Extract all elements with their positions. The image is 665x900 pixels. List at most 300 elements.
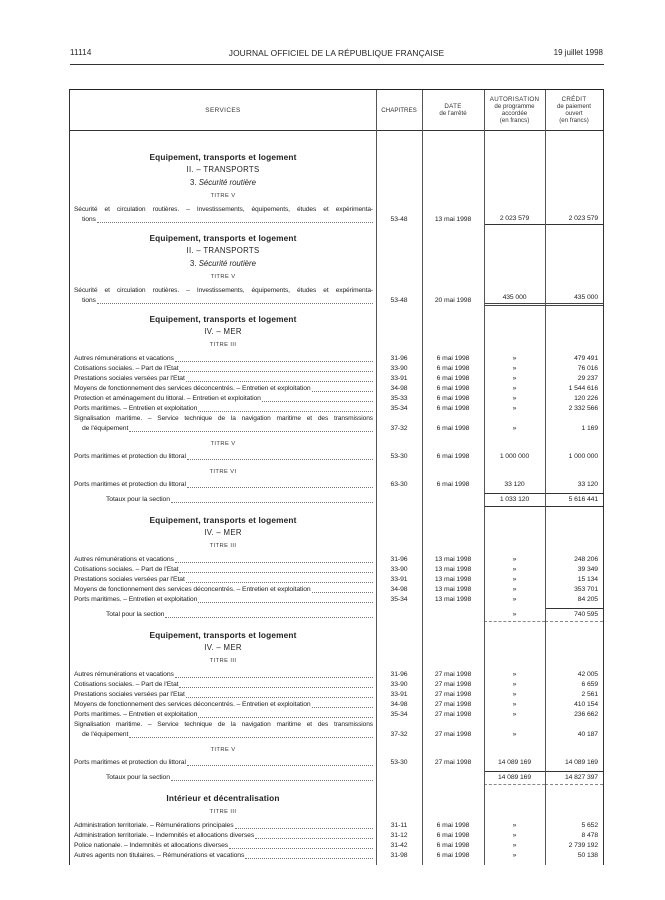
chapter-cell: 35-34 [390,596,408,603]
services-cell [70,585,376,595]
table-row [70,452,603,462]
titre-heading: TITRE V [210,274,236,280]
table-row [70,575,603,585]
service-description: Moyens de fonctionnement des services déconcentrés. – Entretien et exploitation [74,586,311,593]
service-description-end: tions [82,297,96,304]
table-header [70,90,603,131]
services-cell [70,851,376,861]
autorisation-cell: 14 089 169 [497,759,532,766]
ministry-heading: Equipement, transports et logement [149,630,297,640]
chapter-cell: 53-48 [390,297,408,304]
dot-leader [171,502,373,503]
service-line [74,354,373,364]
credit-cell: 39 349 [577,566,598,573]
dot-leader [129,737,373,738]
section-heading: IV. – MER [204,528,242,537]
service-description-continued [74,215,373,225]
dot-leader [312,391,373,392]
dot-leader [97,303,373,304]
autorisation-cell: 33 120 [504,481,525,488]
credit-cell: 5 652 [581,822,598,829]
subsection-title: Sécurité routière [198,178,256,187]
column-header-credit-line: de paiement [556,103,592,110]
budget-block [70,225,603,306]
service-description: Ports maritimes. – Entretien et exploitation [74,405,198,412]
column-divider [545,90,546,865]
dot-leader [312,592,373,593]
service-line [74,700,373,710]
service-description: Ports maritimes et protection du littoral [74,481,186,488]
chapter-cell: 33-91 [390,576,408,583]
table-row [70,758,603,768]
total-line [74,495,373,505]
date-cell [422,771,484,785]
autorisation-cell: » [512,566,517,573]
chapter-cell: 34-98 [390,385,408,392]
service-description-continued [74,730,373,740]
total-line [74,773,373,783]
service-description: Ports maritimes et protection du littoral [74,759,186,766]
service-description-end: tions [82,216,96,223]
budget-block [70,622,603,785]
subsection-heading [70,257,376,270]
service-description: Autres agents non titulaires. – Rémunérations et vacations [74,852,245,859]
date-cell: 13 mai 1998 [434,596,472,603]
date-cell: 27 mai 1998 [434,731,472,738]
table-row [70,851,603,861]
subsection-heading [70,176,376,189]
service-description: Ports maritimes et protection du littoral [74,453,186,460]
autorisation-cell: » [512,852,517,859]
budget-block [70,785,603,861]
dot-leader [97,222,373,223]
titre-heading: TITRE III [209,658,237,664]
chapter-cell: 31-12 [390,832,408,839]
service-line [74,394,373,404]
service-line [74,851,373,861]
dot-leader [179,572,373,573]
journal-title: JOURNAL OFFICIEL DE LA RÉPUBLIQUE FRANÇAISE [228,48,445,58]
service-description: Signalisation maritime. – Service technique de la navigation maritime et des transmissions [74,415,373,422]
dot-leader [187,459,373,460]
service-line [74,758,373,768]
table-row [70,831,603,841]
services-cell [70,595,376,605]
table-row [70,670,603,680]
service-description: Cotisations sociales. – Part de l'Etat [74,681,179,688]
autorisation-cell: 435 000 [484,286,545,306]
date-cell: 6 mai 1998 [436,822,470,829]
page-number: 11114 [70,48,92,57]
dot-leader [255,838,373,839]
services-cell [70,452,376,462]
date-cell: 20 mai 1998 [434,297,472,304]
chapter-cell: 35-33 [390,395,408,402]
chapter-cell: 33-91 [390,691,408,698]
chapter-cell: 63-30 [390,481,408,488]
services-cell [70,720,376,740]
column-header-autorisation [484,90,545,130]
titre-heading: TITRE V [210,441,236,447]
dot-leader [198,602,373,603]
service-description: Moyens de fonctionnement des services déconcentrés. – Entretien et exploitation [74,385,311,392]
service-line [74,821,373,831]
service-description-continued [74,296,373,306]
column-header-credit-line: (en francs) [559,117,589,124]
column-header-date-line: de l'arrêté [439,110,467,117]
column-header-credit-line: ouvert [565,110,583,117]
titre-heading: TITRE III [209,543,237,549]
service-line [74,480,373,490]
service-description: Administration territoriale. – Indemnités et allocations diverses [74,832,255,839]
autorisation-cell: » [512,556,517,563]
date-cell: 13 mai 1998 [434,566,472,573]
total-label: Total pour la section [106,611,165,618]
dot-leader [235,828,374,829]
service-line [74,585,373,595]
table-row [70,374,603,384]
autorisation-cell: » [512,711,517,718]
date-cell: 6 mai 1998 [436,852,470,859]
services-cell [70,670,376,680]
service-line [74,575,373,585]
dot-leader [179,371,373,372]
date-cell: 13 mai 1998 [434,556,472,563]
dot-leader [171,780,373,781]
services-cell [70,374,376,384]
date-cell: 6 mai 1998 [436,355,470,362]
credit-cell: 2 023 579 [545,205,603,225]
autorisation-cell: » [512,576,517,583]
services-cell [70,480,376,490]
credit-cell: 353 701 [574,586,598,593]
credit-cell: 248 206 [574,556,598,563]
service-description: Autres rémunérations et vacations [74,671,174,678]
date-cell: 27 mai 1998 [434,759,472,766]
services-cell [70,354,376,364]
table-row [70,585,603,595]
chapter-cell [376,771,422,785]
credit-cell: 33 120 [577,481,598,488]
total-credit: 740 595 [545,608,603,622]
chapter-cell: 31-11 [390,822,408,829]
credit-cell: 479 491 [574,355,598,362]
services-cell [70,771,376,785]
autorisation-cell: » [512,701,517,708]
titre-heading: TITRE III [209,342,237,348]
column-header-chapitres-label: CHAPITRES [381,106,417,114]
total-label: Totaux pour la section [106,496,170,503]
autorisation-cell: » [512,731,517,738]
credit-cell: 8 478 [581,832,598,839]
date-cell: 27 mai 1998 [434,701,472,708]
ministry-heading: Equipement, transports et logement [149,314,297,324]
dot-leader [187,487,373,488]
autorisation-cell: » [512,671,517,678]
services-cell [70,710,376,720]
service-description: Prestations sociales versées par l'Etat [74,576,185,583]
dot-leader [198,411,373,412]
credit-cell: 14 089 169 [564,759,598,766]
credit-cell: 1 169 [581,425,598,432]
dot-leader [187,765,373,766]
date-cell: 6 mai 1998 [436,375,470,382]
table-row [70,595,603,605]
service-description: Sécurité et circulation routières. – Investissements, équipements, études et expérimenta- [74,287,373,294]
subsection-title: Sécurité routière [198,259,256,268]
ministry-heading: Equipement, transports et logement [149,515,297,525]
chapter-cell: 33-90 [390,365,408,372]
autorisation-cell: 1 000 000 [499,453,530,460]
service-line [74,710,373,720]
credit-cell: 435 000 [545,286,603,306]
service-description: Ports maritimes. – Entretien et exploitation [74,596,198,603]
credit-cell: 236 662 [574,711,598,718]
budget-block [70,507,603,622]
service-description: Police nationale. – Indemnités et allocations diverses [74,842,229,849]
table-row [70,841,603,851]
credit-cell: 2 332 566 [568,405,598,412]
credit-cell: 2 739 192 [568,842,598,849]
column-header-services [70,90,376,130]
date-cell: 6 mai 1998 [436,385,470,392]
service-line [74,680,373,690]
date-cell: 6 mai 1998 [436,832,470,839]
column-divider [376,90,377,865]
dot-leader [186,582,373,583]
service-line [74,841,373,851]
chapter-cell: 33-90 [390,566,408,573]
service-description-end: de l'équipement [82,731,129,738]
autorisation-cell: » [512,395,517,402]
titre-heading: TITRE VI [209,469,237,475]
table-row [70,205,603,225]
column-header-credit-line: CRÉDIT [561,96,587,103]
ministry-heading: Equipement, transports et logement [149,233,297,243]
date-cell: 6 mai 1998 [436,365,470,372]
date-cell: 6 mai 1998 [436,842,470,849]
table-row [70,404,603,414]
service-description: Cotisations sociales. – Part de l'Etat [74,365,179,372]
credit-cell: 6 659 [581,681,598,688]
service-line [74,831,373,841]
chapter-cell: 53-30 [390,759,408,766]
date-cell: 6 mai 1998 [436,453,470,460]
service-line [74,565,373,575]
column-header-date [422,90,484,130]
titre-heading: TITRE V [210,747,236,753]
column-header-autorisation-line: accordée [501,110,528,117]
column-header-date-line: DATE [444,103,462,110]
autorisation-cell: » [512,681,517,688]
table-row [70,821,603,831]
total-credit: 14 827 397 [545,771,603,785]
subsection-number: 3. [190,259,197,268]
chapter-cell: 34-98 [390,586,408,593]
services-cell [70,575,376,585]
chapter-cell: 33-91 [390,375,408,382]
total-autorisation: 1 033 120 [484,493,545,507]
services-cell [70,364,376,374]
chapter-cell: 53-48 [390,216,408,223]
column-divider [422,90,423,865]
table-row [70,720,603,740]
chapter-cell: 37-32 [390,731,408,738]
dot-leader [198,717,373,718]
autorisation-cell: » [512,842,517,849]
service-line [74,452,373,462]
autorisation-cell: » [512,822,517,829]
service-description: Sécurité et circulation routières. – Investissements, équipements, études et expérimenta- [74,206,373,213]
column-header-chapitres [376,90,422,130]
table-row [70,414,603,434]
section-heading: II. – TRANSPORTS [186,165,260,174]
services-cell [70,608,376,622]
service-description: Protection et aménagement du littoral. – Entretien et exploitation [74,395,261,402]
chapter-cell [376,608,422,622]
total-line [74,610,373,620]
autorisation-cell: » [512,832,517,839]
date-cell: 6 mai 1998 [436,481,470,488]
column-header-autorisation-line: AUTORISATION [489,96,540,103]
table-row [70,286,603,306]
credit-cell: 15 134 [577,576,598,583]
credit-cell: 50 138 [577,852,598,859]
date-cell: 6 mai 1998 [436,395,470,402]
services-cell [70,841,376,851]
service-description: Ports maritimes. – Entretien et exploitation [74,711,198,718]
chapter-cell: 37-32 [390,425,408,432]
table-row [70,394,603,404]
table-row [70,555,603,565]
autorisation-cell: » [512,425,517,432]
autorisation-cell: » [512,596,517,603]
autorisation-cell: 2 023 579 [484,205,545,225]
autorisation-cell: » [512,375,517,382]
credit-cell: 2 561 [581,691,598,698]
services-cell [70,821,376,831]
chapter-cell: 31-98 [390,852,408,859]
autorisation-cell: » [512,385,517,392]
autorisation-cell: » [512,405,517,412]
titre-heading: TITRE V [210,193,236,199]
header-rule [70,64,604,65]
total-label: Totaux pour la section [106,774,170,781]
service-description: Signalisation maritime. – Service technique de la navigation maritime et des transmissions [74,721,373,728]
services-cell [70,831,376,841]
service-description: Moyens de fonctionnement des services déconcentrés. – Entretien et exploitation [74,701,311,708]
service-description: Autres rémunérations et vacations [74,355,174,362]
autorisation-cell: » [512,691,517,698]
credit-cell: 29 237 [577,375,598,382]
service-line [74,384,373,394]
date-cell: 27 mai 1998 [434,711,472,718]
chapter-cell: 31-96 [390,556,408,563]
service-description: Autres rémunérations et vacations [74,556,174,563]
service-description: Prestations sociales versées par l'Etat [74,375,185,382]
services-cell [70,690,376,700]
date-cell: 27 mai 1998 [434,691,472,698]
service-description-continued [74,424,373,434]
chapter-cell: 31-96 [390,355,408,362]
table-row [70,354,603,364]
credit-cell: 84 205 [577,596,598,603]
date-cell [422,493,484,507]
service-line [74,404,373,414]
services-cell [70,493,376,507]
table-row [70,690,603,700]
dot-leader [175,677,373,678]
subsection-number: 3. [190,178,197,187]
dot-leader [129,431,373,432]
services-cell [70,404,376,414]
titre-heading: TITRE III [209,809,237,815]
services-cell [70,758,376,768]
chapter-cell: 33-90 [390,681,408,688]
column-header-services-label: SERVICES [205,106,241,114]
date-cell: 13 mai 1998 [434,586,472,593]
budget-block [70,131,603,225]
section-heading: IV. – MER [204,327,242,336]
dot-leader [262,401,373,402]
section-total-row [70,493,603,507]
dot-leader [312,707,373,708]
appropriations-table [69,89,604,865]
service-description: Prestations sociales versées par l'Etat [74,691,185,698]
services-cell [70,394,376,404]
table-row [70,384,603,394]
date-cell: 13 mai 1998 [434,216,472,223]
credit-cell: 120 226 [574,395,598,402]
date-cell [422,608,484,622]
chapter-cell: 53-30 [390,453,408,460]
chapter-cell: 31-96 [390,671,408,678]
dot-leader [175,562,373,563]
credit-cell: 40 187 [577,731,598,738]
total-autorisation: 14 089 169 [484,771,545,785]
service-line [74,670,373,680]
table-row [70,700,603,710]
date-cell: 13 mai 1998 [434,576,472,583]
credit-cell: 76 016 [577,365,598,372]
table-body [70,131,603,861]
dot-leader [186,697,373,698]
total-credit: 5 616 441 [545,493,603,507]
budget-block [70,306,603,507]
credit-cell: 42 005 [577,671,598,678]
table-row [70,680,603,690]
services-cell [70,414,376,434]
autorisation-cell: » [512,586,517,593]
table-row [70,480,603,490]
service-description-end: de l'équipement [82,425,129,432]
credit-cell: 1 000 000 [568,453,598,460]
section-heading: II. – TRANSPORTS [186,246,260,255]
column-header-autorisation-line: de programme [494,103,535,110]
dot-leader [245,858,373,859]
section-total-row [70,608,603,622]
dot-leader [165,617,373,618]
services-cell [70,384,376,394]
issue-date: 19 juillet 1998 [553,48,603,57]
autorisation-cell: » [512,365,517,372]
autorisation-cell: » [512,355,517,362]
ministry-heading: Intérieur et décentralisation [166,793,280,803]
column-header-credit [545,90,603,130]
date-cell: 27 mai 1998 [434,671,472,678]
services-cell [70,565,376,575]
chapter-cell: 35-34 [390,405,408,412]
